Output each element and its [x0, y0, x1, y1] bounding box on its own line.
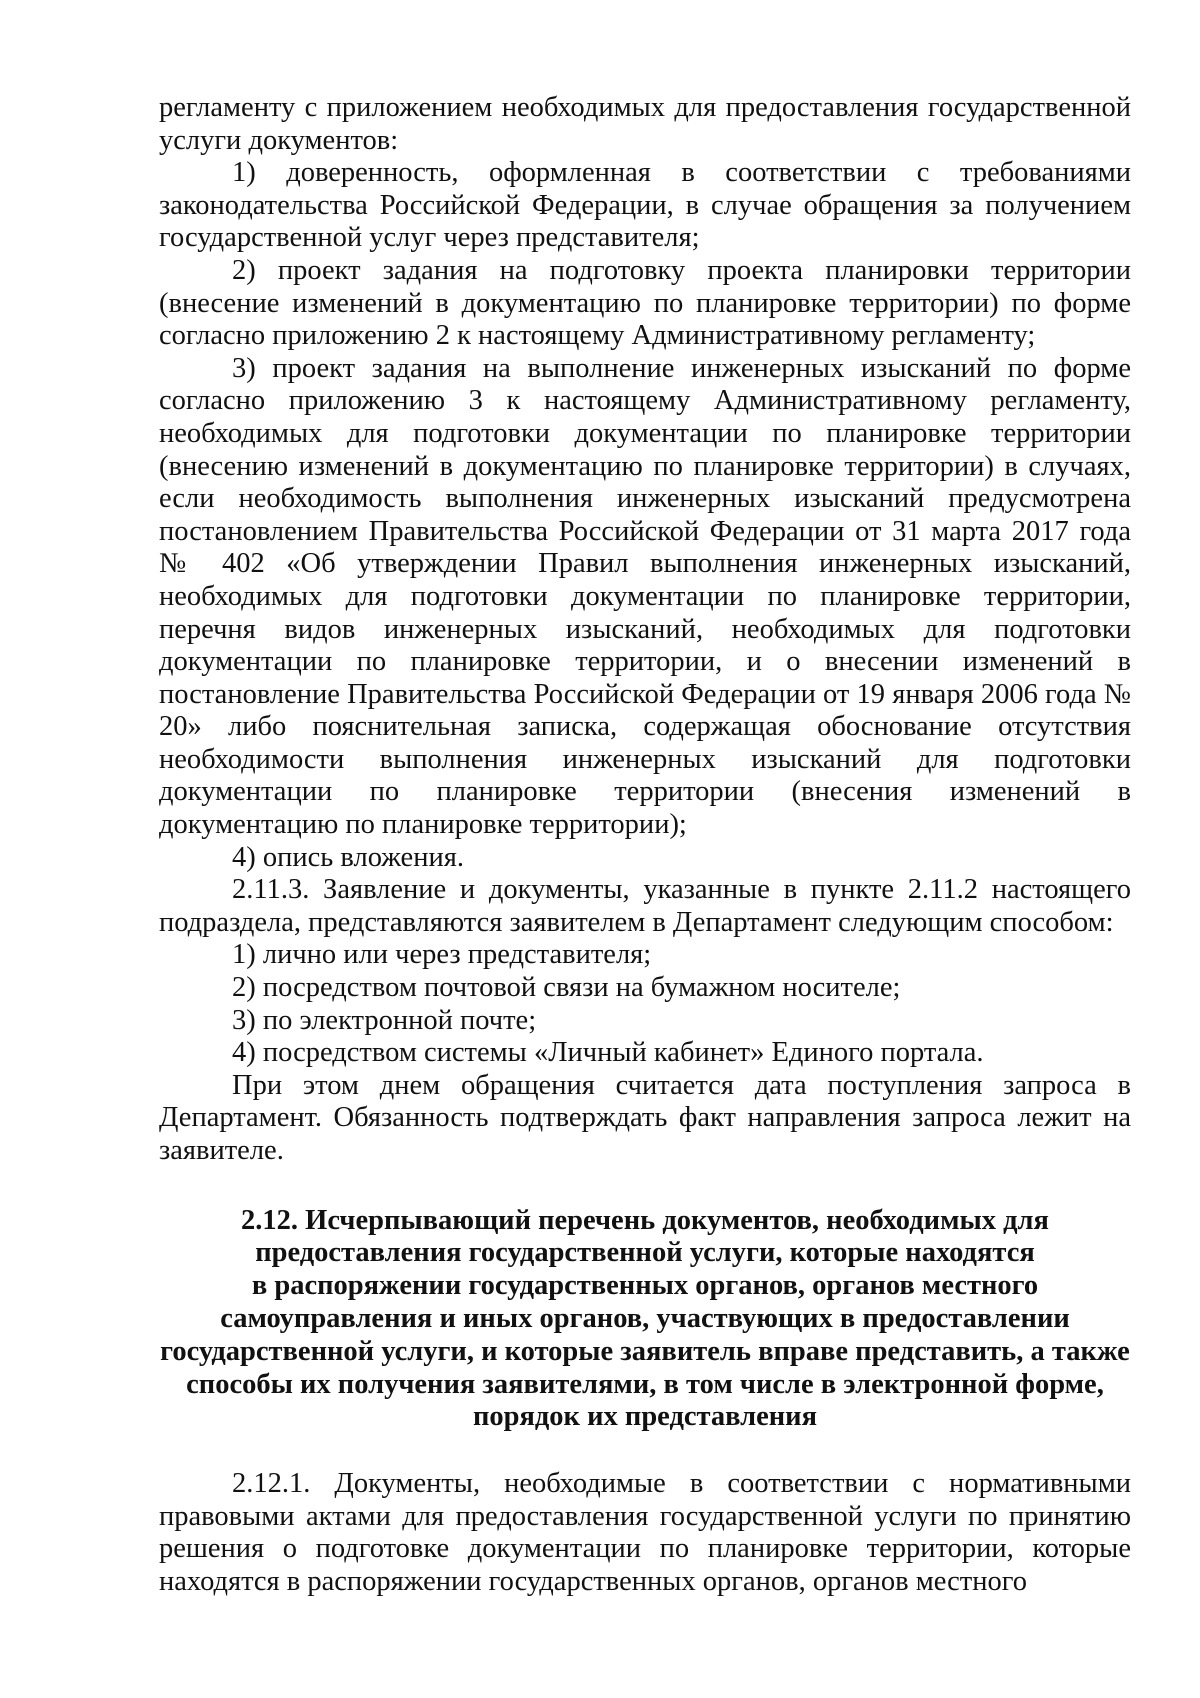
- heading-line: способы их получения заявителями, в том числе в электронной форме,: [186, 1368, 1104, 1400]
- list-item-power-of-attorney: 1) доверенность, оформленная в соответствии с требованиями законодательства Российской Федерации, в случае обращения за получением государственной услуг через представителя;: [159, 157, 1131, 254]
- list-item-planning-task: 2) проект задания на подготовку проекта планировки территории (внесение изменений в документацию по планировке территории) по форме согласно приложению 2 к настоящему Административному регламенту;: [159, 254, 1131, 352]
- heading-line: государственной услуги, и которые заявитель вправе представить, а также: [160, 1335, 1130, 1367]
- list-item-inventory: 4) опись вложения.: [232, 841, 464, 873]
- paragraph-continuation: регламенту с приложением необходимых для предоставления государственной услуги документов:: [159, 92, 1131, 156]
- paragraph-request-date: При этом днем обращения считается дата поступления запроса в Департамент. Обязанность подтверждать факт направления запроса лежит на заявителе.: [159, 1069, 1131, 1166]
- list-item-personal-cabinet: 4) посредством системы «Личный кабинет» Единого портала.: [232, 1037, 984, 1069]
- heading-line: порядок их представления: [472, 1401, 818, 1433]
- list-item-in-person: 1) лично или через представителя;: [232, 939, 652, 971]
- list-item-email: 3) по электронной почте;: [232, 1004, 537, 1036]
- paragraph-2-12-1: 2.12.1. Документы, необходимые в соответствии с нормативными правовыми актами для предоставления государственной услуги по принятию решения о подготовке документации по планировке территории, которые находятся в распоряжении государственных органов, органов местного: [159, 1468, 1131, 1597]
- heading-line: в распоряжении государственных органов, органов местного: [251, 1270, 1039, 1302]
- list-item-engineering-survey-task: 3) проект задания на выполнение инженерных изысканий по форме согласно приложению 3 к настоящему Административному регламенту, необходимых для подготовки документации по планировке территории (внесению изменений в документацию по планировке территории) в случаях, если необходимость выполнения инженерных изысканий предусмотрена постановлением Правительства Российской Федерации от 31 марта 2017 года № 402 «Об утверждении Правил выполнения инженерных изысканий, необходимых для подготовки документации по планировке территории, перечня видов инженерных изысканий, необходимых для подготовки документации по планировке территории, и о внесении изменений в постановление Правительства Российской Федерации от 19 января 2006 года № 20» либо пояснительная записка, содержащая обоснование отсутствия необходимости выполнения инженерных изысканий для подготовки документации по планировке территории (внесения изменений в документацию по планировке территории);: [159, 352, 1131, 841]
- heading-line: предоставления государственной услуги, которые находятся: [255, 1237, 1035, 1269]
- list-item-postal: 2) посредством почтовой связи на бумажном носителе;: [232, 972, 901, 1004]
- section-heading-2-12: [159, 1205, 1131, 1435]
- heading-line: самоуправления и иных органов, участвующих в предоставлении: [220, 1302, 1070, 1334]
- document-page: [159, 92, 1131, 1599]
- paragraph-2-11-3: 2.11.3. Заявление и документы, указанные в пункте 2.11.2 настоящего подраздела, представляются заявителем в Департамент следующим способом:: [159, 874, 1131, 938]
- heading-line: 2.12. Исчерпывающий перечень документов, необходимых для: [241, 1204, 1049, 1236]
